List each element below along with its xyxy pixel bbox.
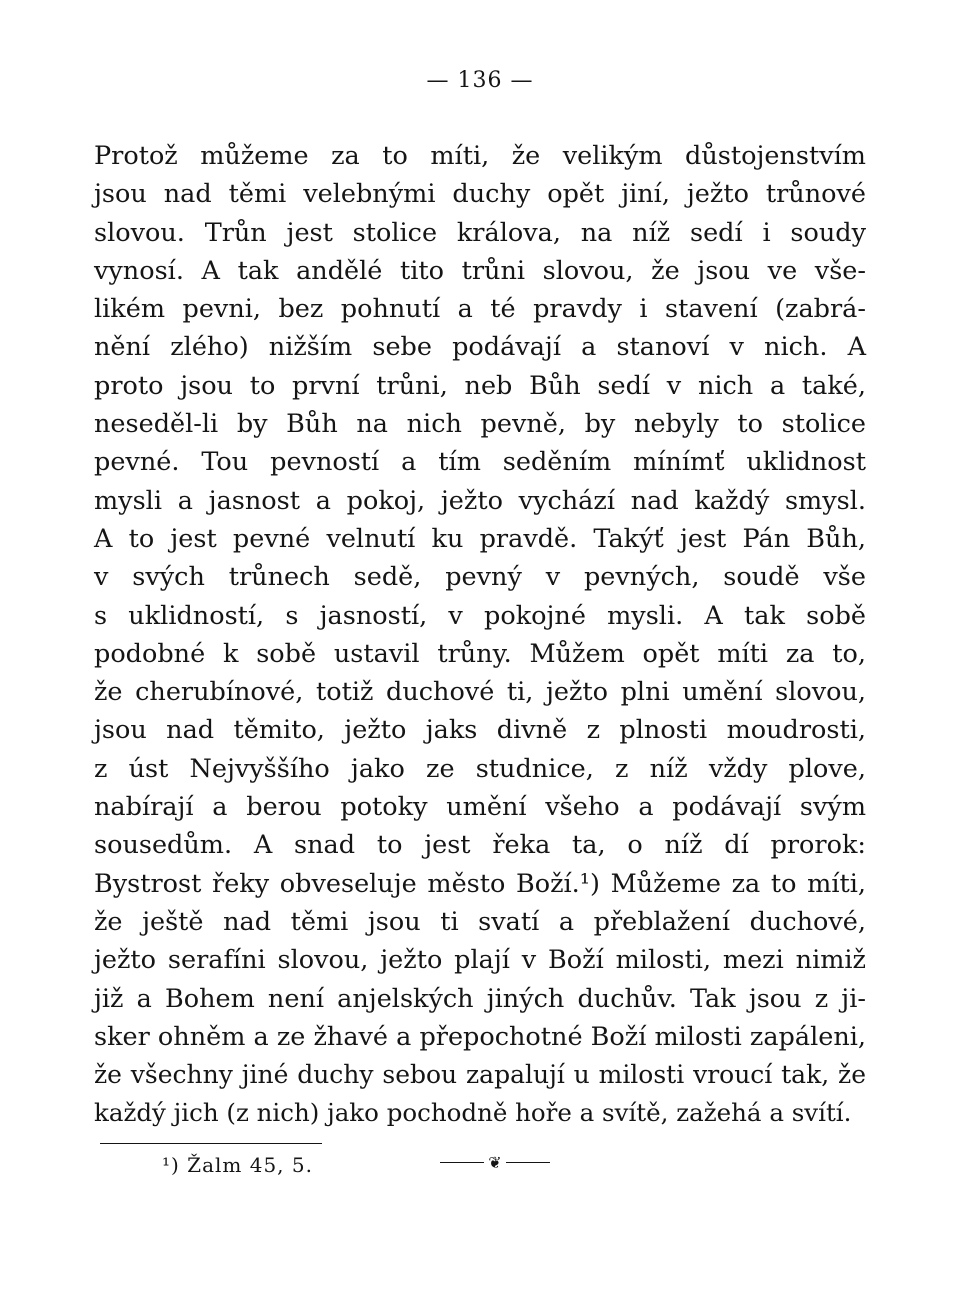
end-ornament (440, 1153, 550, 1172)
text-line: že ještě nad těmi jsou ti svatí a přeblažení duchové, (94, 906, 866, 937)
text-line: proto jsou to první trůni, neb Bůh sedí v nich a také, (94, 370, 866, 401)
text-line: ježto serafíni slovou, ježto plají v Boží milosti, mezi nimiž (94, 945, 866, 976)
text-line: A to jest pevné velnutí ku pravdě. Takýť jest Pán Bůh, (94, 523, 866, 554)
text-line: jsou nad těmi velebnými duchy opět jiní, ježto trůnové (94, 179, 866, 210)
text-line: likém pevni, bez pohnutí a té pravdy i stavení (zabrá- (94, 294, 866, 325)
text-line: nabírají a berou potoky umění všeho a podávají svým (94, 792, 866, 823)
text-line: jsou nad těmito, ježto jaks divně z plnosti moudrosti, (94, 715, 866, 746)
text-line: že cherubínové, totiž duchové ti, ježto plni umění slovou, (94, 677, 866, 708)
text-line: sousedům. A snad to jest řeka ta, o níž dí prorok: (94, 830, 866, 861)
text-line: s uklidností, s jasností, v pokojné mysli. A tak sobě (94, 600, 866, 631)
text-line: již a Bohem není anjelských jiných duchův. Tak jsou z ji- (94, 983, 866, 1014)
footnote-rule (100, 1143, 322, 1144)
page-number: — 136 — (426, 68, 534, 93)
footnote: ¹) Žalm 45, 5. (162, 1153, 313, 1177)
fleuron-icon: ❦ (488, 1153, 502, 1172)
text-line: neseděl-li by Bůh na nich pevně, by nebyly to stolice (94, 409, 866, 440)
text-line: nění zlého) nižším sebe podávají a stanoví v nich. A (94, 332, 866, 363)
text-line: každý jich (z nich) jako pochodně hoře a svítě, zažehá a svítí. (94, 1098, 852, 1128)
ornament-left-rule (440, 1162, 484, 1163)
body-text (94, 137, 866, 1133)
text-line: slovou. Trůn jest stolice králova, na níž sedí i soudy (94, 217, 866, 248)
text-line: v svých trůnech sedě, pevný v pevných, soudě vše (94, 562, 866, 593)
text-line: z úst Nejvyššího jako ze studnice, z níž vždy plove, (94, 753, 866, 784)
text-line: Bystrost řeky obveseluje město Boží.¹) Můžeme za to míti, (94, 868, 866, 899)
text-line: mysli a jasnost a pokoj, ježto vychází nad každý smysl. (94, 485, 866, 516)
text-line: vynosí. A tak andělé tito trůni slovou, že jsou ve vše- (94, 255, 866, 286)
ornament-right-rule (506, 1162, 550, 1163)
text-line: sker ohněm a ze žhavé a přepochotné Boží milosti zapáleni, (94, 1021, 866, 1052)
text-line: pevné. Tou pevností a tím seděním mínímť uklidnost (94, 447, 866, 478)
text-line: Protož můžeme za to míti, že velikým důstojenstvím (94, 141, 866, 171)
text-line: že všechny jiné duchy sebou zapalují u milosti vroucí tak, že (94, 1060, 866, 1090)
text-line: podobné k sobě ustavil trůny. Můžem opět míti za to, (94, 638, 866, 669)
